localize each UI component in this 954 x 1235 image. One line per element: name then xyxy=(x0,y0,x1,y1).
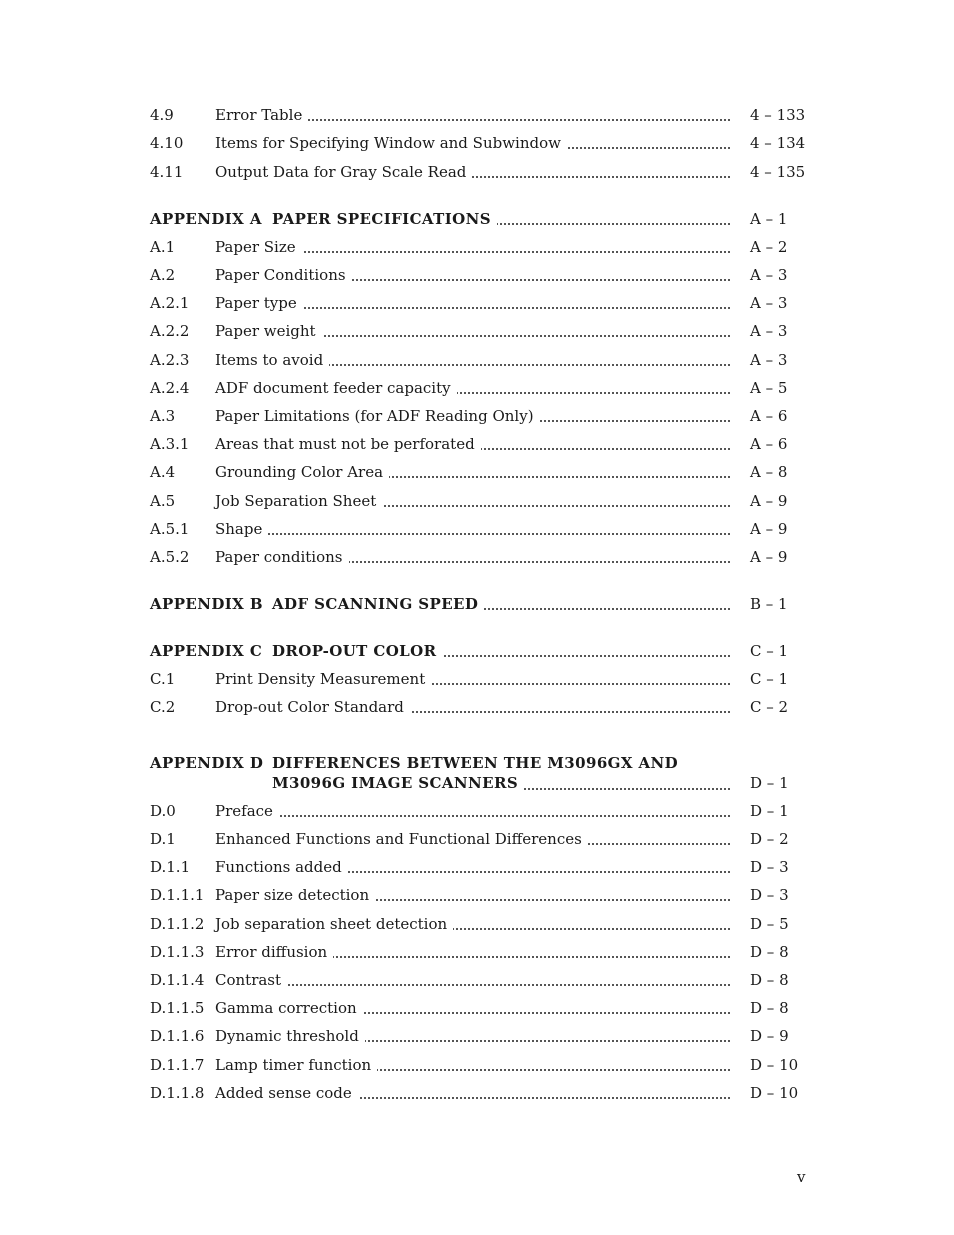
toc-entry[interactable] xyxy=(150,264,800,286)
toc-entry[interactable] xyxy=(150,1054,800,1076)
section-number: 4.9 xyxy=(150,106,174,124)
toc-entry[interactable] xyxy=(150,884,800,906)
section-title: Paper size detection xyxy=(215,884,375,906)
page-reference: A – 3 xyxy=(750,294,788,312)
appendix-title: DROP-OUT COLOR xyxy=(272,640,442,662)
section-title: Paper Limitations (for ADF Reading Only) xyxy=(215,405,540,427)
page-reference: C – 1 xyxy=(750,670,789,688)
section-title: Grounding Color Area xyxy=(215,461,389,483)
appendix-title: PAPER SPECIFICATIONS xyxy=(272,208,497,230)
page-reference: 4 – 134 xyxy=(750,134,806,152)
section-number: 4.11 xyxy=(150,163,184,181)
page-reference: D – 10 xyxy=(750,1084,799,1102)
section-title: Shape xyxy=(215,518,268,540)
section-number: D.1.1.5 xyxy=(150,999,205,1017)
section-title: Preface xyxy=(215,800,279,822)
appendix-heading-b[interactable] xyxy=(150,593,800,615)
section-title: Areas that must not be perforated xyxy=(215,433,481,455)
appendix-heading-d[interactable] xyxy=(150,753,800,795)
page-reference: D – 10 xyxy=(750,1056,799,1074)
section-number: A.5.2 xyxy=(150,548,190,566)
section-title: Paper Conditions xyxy=(215,264,352,286)
toc-entry[interactable] xyxy=(150,377,800,399)
toc-entry[interactable] xyxy=(150,856,800,878)
toc-entry[interactable] xyxy=(150,696,800,718)
section-title: Drop-out Color Standard xyxy=(215,696,410,718)
section-title: Paper weight xyxy=(215,320,322,342)
appendix-label: APPENDIX D xyxy=(150,754,264,772)
section-title: Gamma correction xyxy=(215,997,363,1019)
section-number: D.1.1 xyxy=(150,858,191,876)
toc-entry[interactable] xyxy=(150,800,800,822)
section-title: Added sense code xyxy=(215,1082,358,1104)
toc-entry[interactable] xyxy=(150,913,800,935)
toc-entry[interactable] xyxy=(150,104,806,126)
section-title: Print Density Measurement xyxy=(215,668,431,690)
appendix-label: APPENDIX A xyxy=(150,210,262,228)
section-number: A.5.1 xyxy=(150,520,190,538)
section-number: D.1.1.1 xyxy=(150,886,205,904)
section-title: Items for Specifying Window and Subwindow xyxy=(215,132,567,154)
section-number: D.1.1.2 xyxy=(150,915,205,933)
section-number: D.1.1.6 xyxy=(150,1027,205,1045)
section-title: Job separation sheet detection xyxy=(215,913,453,935)
section-number: A.2 xyxy=(150,266,176,284)
toc-entry[interactable] xyxy=(150,518,800,540)
page-reference: C – 1 xyxy=(750,642,789,660)
page-reference: A – 9 xyxy=(750,548,788,566)
section-title: Dynamic threshold xyxy=(215,1025,365,1047)
section-number: A.2.4 xyxy=(150,379,190,397)
page-number: v xyxy=(797,1168,806,1186)
section-number: A.3 xyxy=(150,407,176,425)
toc-entry[interactable] xyxy=(150,349,800,371)
page-reference: 4 – 133 xyxy=(750,106,806,124)
section-number: D.1.1.4 xyxy=(150,971,205,989)
page-reference: D – 8 xyxy=(750,999,789,1017)
section-number: D.1 xyxy=(150,830,176,848)
section-title: ADF document feeder capacity xyxy=(215,377,457,399)
appendix-heading-a[interactable] xyxy=(150,208,800,230)
page-reference: A – 3 xyxy=(750,266,788,284)
toc-entry[interactable] xyxy=(150,941,800,963)
page-reference: A – 6 xyxy=(750,435,788,453)
page-reference: A – 6 xyxy=(750,407,788,425)
section-title: Items to avoid xyxy=(215,349,329,371)
page-reference: D – 2 xyxy=(750,830,789,848)
section-number: D.1.1.8 xyxy=(150,1084,205,1102)
section-number: A.2.2 xyxy=(150,322,190,340)
section-number: A.1 xyxy=(150,238,176,256)
page-reference: D – 8 xyxy=(750,943,789,961)
section-title: Error Table xyxy=(215,104,308,126)
section-title: Paper Size xyxy=(215,236,302,258)
page-reference: D – 5 xyxy=(750,915,789,933)
toc-entry[interactable] xyxy=(150,433,800,455)
page-reference: D – 3 xyxy=(750,858,789,876)
appendix-title: ADF SCANNING SPEED xyxy=(272,593,484,615)
toc-entry[interactable] xyxy=(150,490,800,512)
toc-entry[interactable] xyxy=(150,828,800,850)
appendix-label: APPENDIX C xyxy=(150,642,263,660)
page-reference: A – 3 xyxy=(750,351,788,369)
page-reference: D – 8 xyxy=(750,971,789,989)
page-reference: A – 2 xyxy=(750,238,788,256)
section-number: D.0 xyxy=(150,802,176,820)
page-reference: D – 9 xyxy=(750,1027,789,1045)
appendix-label: APPENDIX B xyxy=(150,595,263,613)
section-title: Paper conditions xyxy=(215,546,349,568)
dot-leader xyxy=(215,533,730,535)
section-number: 4.10 xyxy=(150,134,184,152)
toc-entry[interactable] xyxy=(150,236,800,258)
page-reference: C – 2 xyxy=(750,698,789,716)
section-number: A.5 xyxy=(150,492,176,510)
appendix-title-line1: DIFFERENCES BETWEEN THE M3096GX AND xyxy=(272,754,679,772)
section-title: Output Data for Gray Scale Read xyxy=(215,161,472,183)
toc-entry[interactable] xyxy=(150,969,800,991)
page-reference: D – 3 xyxy=(750,886,789,904)
section-number: A.2.1 xyxy=(150,294,190,312)
toc-entry[interactable] xyxy=(150,132,806,154)
page-reference: 4 – 135 xyxy=(750,163,806,181)
toc-entry[interactable] xyxy=(150,546,800,568)
toc-entry[interactable] xyxy=(150,161,806,183)
page-reference: A – 8 xyxy=(750,463,788,481)
section-title: Contrast xyxy=(215,969,287,991)
dot-leader xyxy=(215,815,730,817)
section-number: C.1 xyxy=(150,670,176,688)
toc-entry[interactable] xyxy=(150,405,800,427)
toc-entry[interactable] xyxy=(150,1025,800,1047)
dot-leader xyxy=(215,984,730,986)
section-title: Job Separation Sheet xyxy=(215,490,382,512)
page-reference: A – 1 xyxy=(750,210,788,228)
section-title: Functions added xyxy=(215,856,348,878)
section-number: D.1.1.3 xyxy=(150,943,205,961)
toc-entry[interactable] xyxy=(150,292,800,314)
section-title: Error diffusion xyxy=(215,941,333,963)
page-reference: A – 5 xyxy=(750,379,788,397)
page-reference: D – 1 xyxy=(750,774,789,792)
section-number: D.1.1.7 xyxy=(150,1056,205,1074)
page-reference: A – 9 xyxy=(750,520,788,538)
toc-entry[interactable] xyxy=(150,461,800,483)
section-title: Enhanced Functions and Functional Differences xyxy=(215,828,588,850)
page-reference: A – 3 xyxy=(750,322,788,340)
toc-entry[interactable] xyxy=(150,1082,800,1104)
page-reference: A – 9 xyxy=(750,492,788,510)
page-reference: D – 1 xyxy=(750,802,789,820)
section-title: Lamp timer function xyxy=(215,1054,377,1076)
section-number: C.2 xyxy=(150,698,176,716)
appendix-title-line2: M3096G IMAGE SCANNERS xyxy=(272,773,524,793)
section-number: A.2.3 xyxy=(150,351,190,369)
appendix-heading-c[interactable] xyxy=(150,640,800,662)
toc-entry[interactable] xyxy=(150,668,800,690)
section-number: A.4 xyxy=(150,463,176,481)
toc-entry[interactable] xyxy=(150,320,800,342)
toc-entry[interactable] xyxy=(150,997,800,1019)
section-number: A.3.1 xyxy=(150,435,190,453)
page-reference: B – 1 xyxy=(750,595,788,613)
section-title: Paper type xyxy=(215,292,303,314)
